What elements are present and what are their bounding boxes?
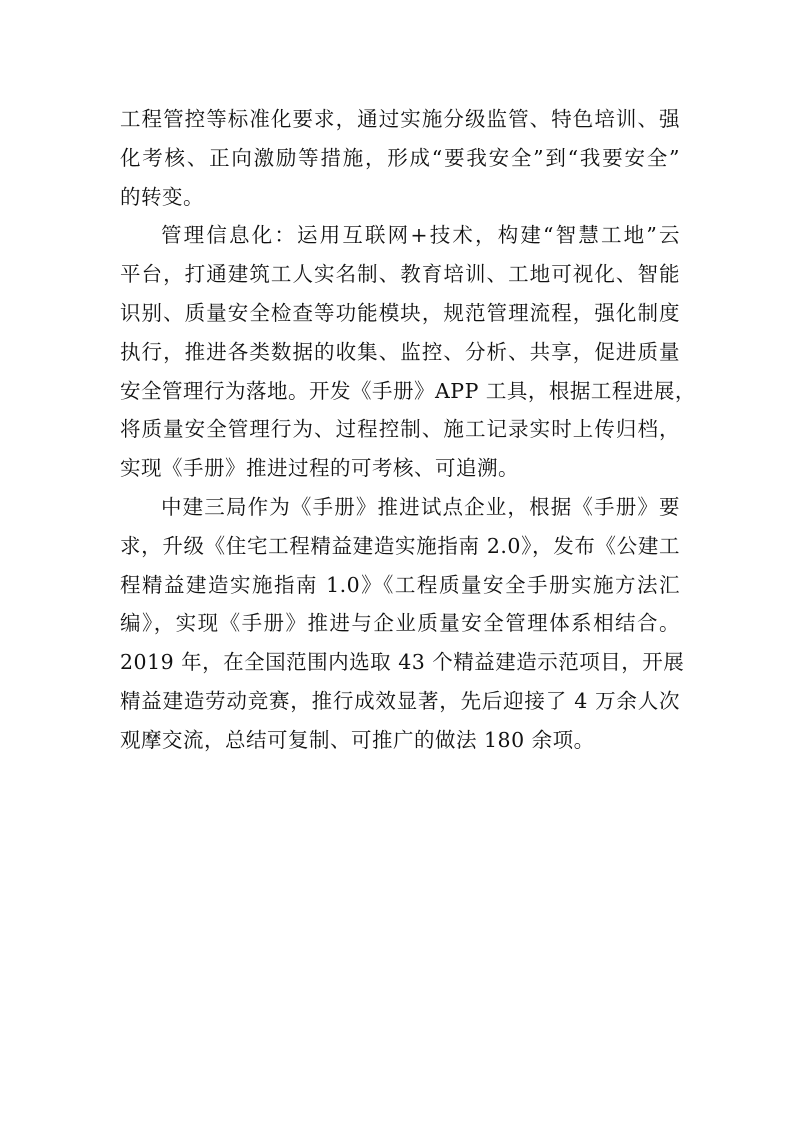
text-line: 实现《手册》推进过程的可考核、可追溯。 <box>120 456 519 481</box>
text-line: 化考核、正向激励等措施，形成“要我安全”到“我要安全” <box>120 145 680 170</box>
text-line: 平台，打通建筑工人实名制、教育培训、工地可视化、智能 <box>120 262 680 287</box>
document-page <box>120 100 696 760</box>
paragraph-standardization-end <box>120 100 680 216</box>
text-line: 精益建造劳动竞赛，推行成效显著，先后迎接了 4 万余人次 <box>120 688 680 713</box>
text-line: 管理信息化：运用互联网+技术，构建“智慧工地”云 <box>161 223 680 248</box>
text-line: 识别、质量安全检查等功能模块，规范管理流程，强化制度 <box>120 300 680 325</box>
text-line: 的转变。 <box>120 184 204 209</box>
text-line: 执行，推进各类数据的收集、监控、分析、共享，促进质量 <box>120 339 680 364</box>
text-line: 程精益建造实施指南 1.0》《工程质量安全手册实施方法汇 <box>120 572 680 597</box>
paragraph-cscec3-pilot <box>120 488 685 760</box>
text-line: 观摩交流，总结可复制、可推广的做法 180 余项。 <box>120 727 595 752</box>
text-line: 安全管理行为落地。开发《手册》APP 工具，根据工程进展， <box>120 378 696 403</box>
text-line: 将质量安全管理行为、过程控制、施工记录实时上传归档， <box>120 417 680 442</box>
text-line: 求，升级《住宅工程精益建造实施指南 2.0》，发布《公建工 <box>120 533 680 558</box>
text-line: 工程管控等标准化要求，通过实施分级监管、特色培训、强 <box>120 107 680 131</box>
text-line: 中建三局作为《手册》推进试点企业，根据《手册》要 <box>161 494 680 519</box>
text-line: 2019 年，在全国范围内选取 43 个精益建造示范项目，开展 <box>120 650 685 675</box>
paragraph-management-informatization <box>120 216 696 488</box>
text-line: 编》，实现《手册》推进与企业质量安全管理体系相结合。 <box>120 611 680 636</box>
